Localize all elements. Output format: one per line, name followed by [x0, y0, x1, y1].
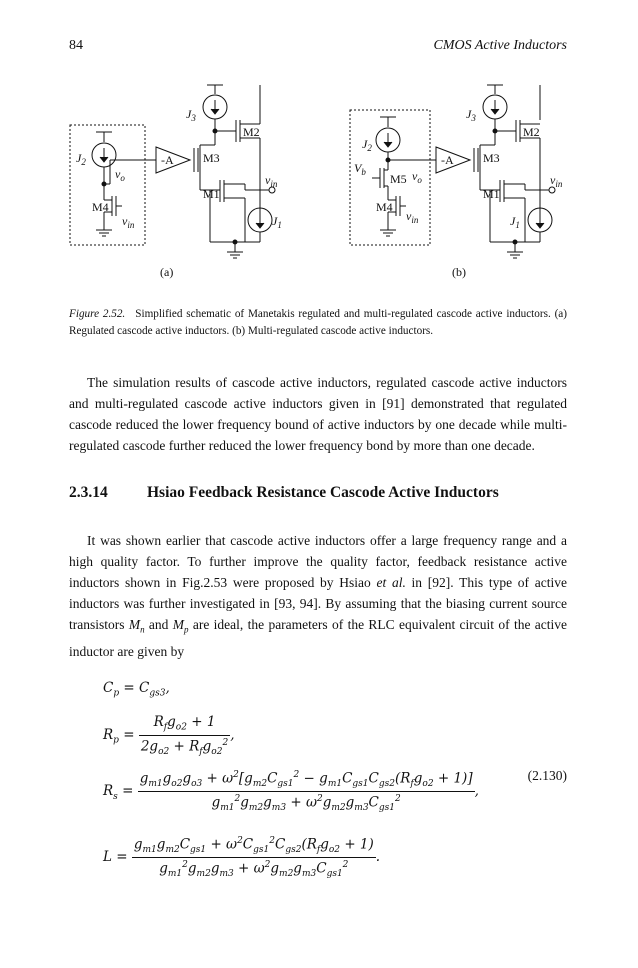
- svg-text:vin: [265, 173, 278, 189]
- section-title: Hsiao Feedback Resistance Cascode Active Inductors: [147, 484, 499, 501]
- a-m3-label: M3: [203, 151, 220, 165]
- a-vin-sub: in: [270, 179, 278, 189]
- b-m3-label: M3: [483, 151, 500, 165]
- svg-text:J1: [510, 214, 520, 230]
- b-vo-sub: o: [417, 175, 422, 185]
- equation-number: (2.130): [527, 768, 567, 783]
- mp-sub: p: [184, 624, 189, 635]
- equation-cp: $C_p = C_{gs3}$,: [103, 680, 170, 699]
- equation-rp: $R_p$ = $\frac{R_fg_{o2} + 1}{2g_{o2} + R_fg_{o2}^2}$ ,: [103, 714, 235, 757]
- paragraph-2-part2: in [92]. This type of active inductors was further investigated in [93, 94]. By assuming that the biasing current source transistors: [69, 575, 567, 632]
- figure-caption-label: Figure 2.52.: [69, 308, 126, 320]
- svg-text:vin: [406, 209, 419, 225]
- a-j3-sub: 3: [191, 113, 196, 123]
- paragraph-2-part3: are ideal, the parameters of the RLC equivalent circuit of the active inductor are given by: [69, 617, 568, 659]
- a-amp-label: -A: [161, 153, 174, 167]
- svg-text:J3: [186, 107, 196, 123]
- circuit-b: [350, 85, 555, 258]
- b-j3-label: J: [466, 107, 472, 121]
- a-vo-sub: o: [120, 173, 125, 183]
- section-number: 2.3.14: [69, 484, 108, 501]
- b-j1-label: J: [510, 214, 516, 228]
- page-number: 84: [69, 38, 83, 53]
- figure-a-label: (a): [160, 265, 174, 279]
- b-m1-label: M1: [483, 187, 500, 201]
- svg-text:vo: [115, 167, 125, 183]
- a-m1-label: M1: [203, 187, 220, 201]
- figure-caption: [69, 306, 567, 340]
- b-vo-label: v: [412, 169, 418, 183]
- circuit-a: [70, 85, 275, 258]
- b-vin2-sub: in: [411, 215, 419, 225]
- svg-text:vo: [412, 169, 422, 185]
- b-vb-sub: b: [361, 167, 366, 177]
- paragraph-1-text: The simulation results of cascode active inductors, regulated cascode active inductors and multi-regulated cascode active inductors given in [91] demonstrated that regulated cascode reduced the lower frequency bound of active inductors by one decade while multi-regulated cascode further reduced the lower frequency bond by more than one decade.: [69, 375, 567, 453]
- svg-text:vin: [122, 214, 135, 230]
- a-m4-label: M4: [92, 200, 109, 214]
- a-j2-sub: 2: [81, 157, 86, 167]
- paragraph-2-etal: et al.: [376, 575, 406, 590]
- b-j1-sub: 1: [515, 220, 520, 230]
- a-vo-label: v: [115, 167, 121, 181]
- b-vb-label: V: [354, 161, 362, 175]
- mn-sub: n: [140, 624, 145, 635]
- svg-text:J3: [466, 107, 476, 123]
- a-vin-label: v: [265, 173, 271, 187]
- equation-l: L = $\frac{g_{m1}g_{m2}C_{gs1} + \omega^2C_{gs1}^2C_{gs2}(R_fg_{o2} + 1)}{g_{m1}^2g_{m2}g_{m3} + \omega^2g_{m2}g_{m3}C_{gs1}^2}$ .: [103, 836, 381, 880]
- mp-symbol: M: [172, 617, 185, 632]
- figure-b-label: (b): [452, 265, 466, 279]
- a-j3-label: J: [186, 107, 192, 121]
- a-m2-label: M2: [243, 125, 260, 139]
- paragraph-1: [69, 372, 567, 456]
- b-m5-label: M5: [390, 172, 407, 186]
- paragraph-2: [69, 530, 567, 662]
- svg-text:vin: [550, 173, 563, 189]
- b-j2-label: J: [362, 137, 368, 151]
- b-vin2-label: v: [406, 209, 412, 223]
- figure-2-52-schematic: [60, 80, 580, 280]
- b-m2-label: M2: [523, 125, 540, 139]
- svg-text:J2: [76, 151, 86, 167]
- svg-text:J1: [272, 214, 282, 230]
- running-title: CMOS Active Inductors: [433, 38, 567, 53]
- figure-caption-text: Simplified schematic of Manetakis regulated and multi-regulated cascode active inductors. (a) Regulated cascode active inductors. (b) Multi-regulated cascode active inductors.: [69, 308, 567, 337]
- svg-text:Vb: [354, 161, 366, 177]
- b-j3-sub: 3: [471, 113, 476, 123]
- a-j1-label: J: [272, 214, 278, 228]
- paragraph-2-and: and: [144, 617, 173, 632]
- a-j1-sub: 1: [277, 220, 282, 230]
- section-heading: [69, 482, 547, 504]
- mn-symbol: M: [128, 617, 141, 632]
- paragraph-2-part1: It was shown earlier that cascode active inductors offer a large frequency range and a high quality factor. To further improve the quality factor, feedback resistance active inductors shown in Fig.2.53 were proposed by Hsiao: [69, 533, 567, 590]
- a-vin2-label: v: [122, 214, 128, 228]
- b-vin-label: v: [550, 173, 556, 187]
- a-j2-label: J: [76, 151, 82, 165]
- b-m4-label: M4: [376, 200, 393, 214]
- svg-text:J2: [362, 137, 372, 153]
- equation-rs: $R_s$ = $\frac{g_{m1}g_{o2}g_{o3} + \omega^2[g_{m2}C_{gs1}^2 - g_{m1}C_{gs1}C_{gs2}(R_fg_{o2} + 1)]}{g_{m1}^2g_{m2}g_{m3} + \omega^2g_{m2}g_{m3}C_{gs1}^2}$ ,: [103, 770, 479, 814]
- a-vin2-sub: in: [127, 220, 135, 230]
- b-j2-sub: 2: [367, 143, 372, 153]
- b-amp-label: -A: [441, 153, 454, 167]
- b-vin-sub: in: [555, 179, 563, 189]
